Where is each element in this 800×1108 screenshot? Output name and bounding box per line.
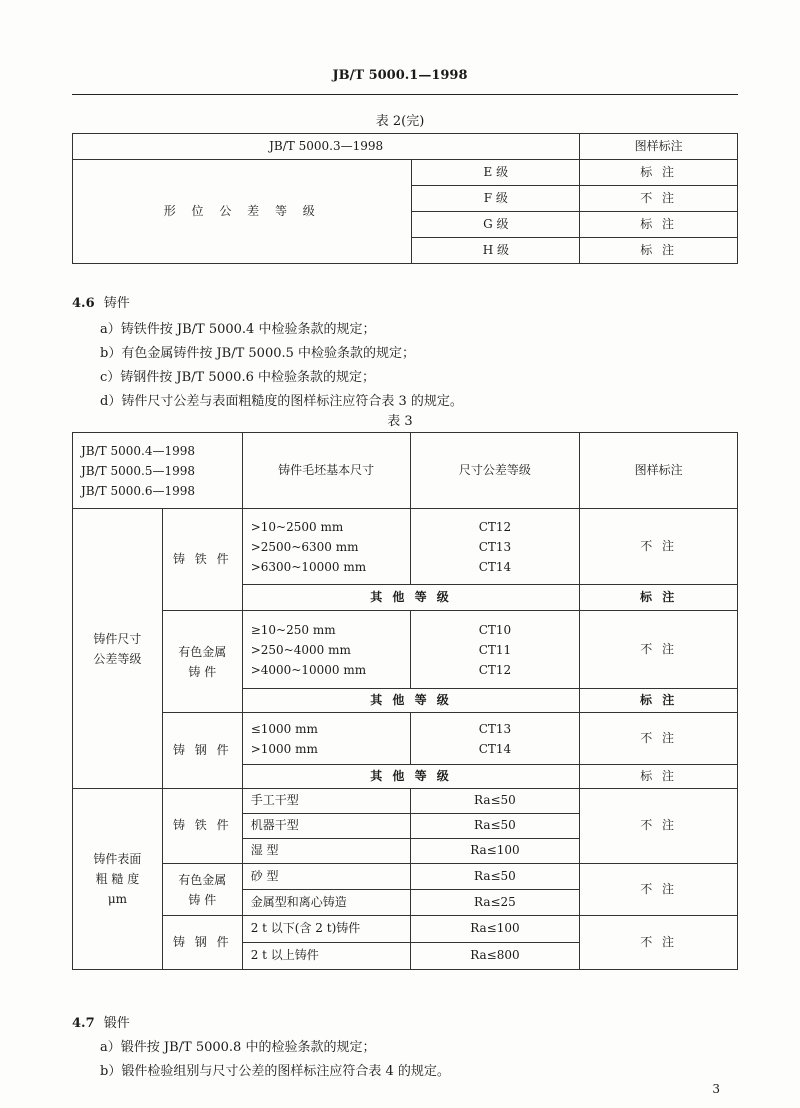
ct-grade: CT14 [478,741,512,756]
mold-method: 机器干型 [242,814,410,839]
roughness-mark: 不 注 [580,789,738,864]
size-range: ≥10~250 mm [250,622,336,637]
table2-grade: H 级 [412,238,580,264]
table2-row-label: 形 位 公 差 等 级 [73,160,412,264]
group-label-line: 铸件表面 [93,852,142,866]
roughness-value: Ra≤100 [410,839,580,864]
weight-class: 2 t 以下(含 2 t)铸件 [242,916,410,943]
cast-steel-grades [410,713,580,765]
section-4-6-item: d）铸件尺寸公差与表面粗糙度的图样标注应符合表 3 的规定。 [100,394,463,409]
nonferrous-label-line: 铸 件 [188,892,217,907]
roughness-value: Ra≤50 [410,789,580,814]
other-grades: 其 他 等 级 [242,689,580,713]
table2-mark: 标 注 [580,212,738,238]
ct-grade: CT10 [478,622,512,637]
mold-method: 手工干型 [242,789,410,814]
header-rule [72,94,738,95]
table2-mark: 不 注 [580,186,738,212]
group-label-line: μm [107,892,128,906]
table2-mark: 标 注 [580,238,738,264]
table3-head-size: 铸件毛坯基本尺寸 [242,433,410,509]
nonferrous-sizes [242,611,410,689]
ct-grade: CT14 [478,559,512,574]
page-number: 3 [712,1082,720,1096]
size-range: >2500~6300 mm [250,539,359,554]
cast-steel-mark: 不 注 [580,713,738,765]
cast-iron-label: 铸 铁 件 [162,789,242,864]
other-grades-mark: 标 注 [580,765,738,789]
section-4-7-item: a）锻件按 JB/T 5000.8 中的检验条款的规定； [100,1040,376,1055]
table3-head-grade: 尺寸公差等级 [410,433,580,509]
table2-mark: 标 注 [580,160,738,186]
cast-steel-label: 铸 钢 件 [162,916,242,970]
group-label-line: 粗 糙 度 [95,872,140,886]
standard-number-header: JB/T 5000.1—1998 [332,68,468,83]
section-4-6-item: b）有色金属铸件按 JB/T 5000.5 中检验条款的规定； [100,346,416,361]
table2-head-standard: JB/T 5000.3—1998 [73,134,580,160]
std-line: JB/T 5000.5—1998 [81,463,196,478]
roughness-value: Ra≤100 [410,916,580,943]
section-number: 4.6 [72,296,95,311]
ct-grade: CT13 [478,721,512,736]
other-grades: 其 他 等 级 [242,765,580,789]
mold-method: 湿 型 [242,839,410,864]
section-4-6-item: a）铸铁件按 JB/T 5000.4 中检验条款的规定； [100,322,376,337]
table2-grade: F 级 [412,186,580,212]
size-range: ≤1000 mm [250,721,318,736]
size-range: >1000 mm [250,741,318,756]
nonferrous-label [162,611,242,713]
cast-iron-sizes [242,509,410,585]
std-line: JB/T 5000.4—1998 [81,443,196,458]
ct-grade: CT13 [478,539,512,554]
table3-caption: 表 3 [387,414,413,429]
group-label-tolerance [73,509,163,789]
size-range: >250~4000 mm [250,642,351,657]
nonferrous-label-line: 有色金属 [178,644,227,659]
section-4-7-heading [72,1012,130,1031]
table-3 [72,432,738,970]
other-grades: 其 他 等 级 [242,585,580,611]
ct-grade: CT12 [478,662,512,677]
table2-grade: G 级 [412,212,580,238]
cast-steel-label: 铸 钢 件 [162,713,242,789]
nonferrous-mark: 不 注 [580,611,738,689]
size-range: >4000~10000 mm [250,662,367,677]
roughness-value: Ra≤800 [410,943,580,970]
nonferrous-label-line: 铸 件 [188,664,217,679]
size-range: >6300~10000 mm [250,559,367,574]
other-grades-mark: 标 注 [580,585,738,611]
size-range: >10~2500 mm [250,519,344,534]
std-line: JB/T 5000.6—1998 [81,483,196,498]
section-title: 锻件 [103,1016,130,1031]
mold-method: 砂 型 [242,864,410,890]
roughness-value: Ra≤50 [410,814,580,839]
nonferrous-label-line: 有色金属 [178,872,227,887]
cast-iron-label: 铸 铁 件 [162,509,242,611]
group-label-roughness [73,789,163,970]
group-label-line: 铸件尺寸 [93,631,142,646]
table3-head-standards [73,433,243,509]
table2-head-mark: 图样标注 [580,134,738,160]
group-label-line: 公差等级 [93,651,142,666]
section-4-6-heading [72,292,130,311]
section-4-7-item: b）锻件检验组别与尺寸公差的图样标注应符合表 4 的规定。 [100,1064,450,1079]
weight-class: 2 t 以上铸件 [242,943,410,970]
roughness-mark: 不 注 [580,864,738,916]
nonferrous-label [162,864,242,916]
table2-grade: E 级 [412,160,580,186]
section-4-6-item: c）铸钢件按 JB/T 5000.6 中检验条款的规定； [100,370,375,385]
ct-grade: CT11 [478,642,512,657]
section-title: 铸件 [103,296,130,311]
roughness-value: Ra≤25 [410,890,580,916]
cast-iron-grades [410,509,580,585]
cast-iron-mark: 不 注 [580,509,738,585]
table3-head-mark: 图样标注 [580,433,738,509]
section-number: 4.7 [72,1016,95,1031]
cast-steel-sizes [242,713,410,765]
other-grades-mark: 标 注 [580,689,738,713]
roughness-mark: 不 注 [580,916,738,970]
table2-caption: 表 2(完) [375,114,425,129]
ct-grade: CT12 [478,519,512,534]
mold-method: 金属型和离心铸造 [242,890,410,916]
nonferrous-grades [410,611,580,689]
table-2 [72,133,738,264]
roughness-value: Ra≤50 [410,864,580,890]
